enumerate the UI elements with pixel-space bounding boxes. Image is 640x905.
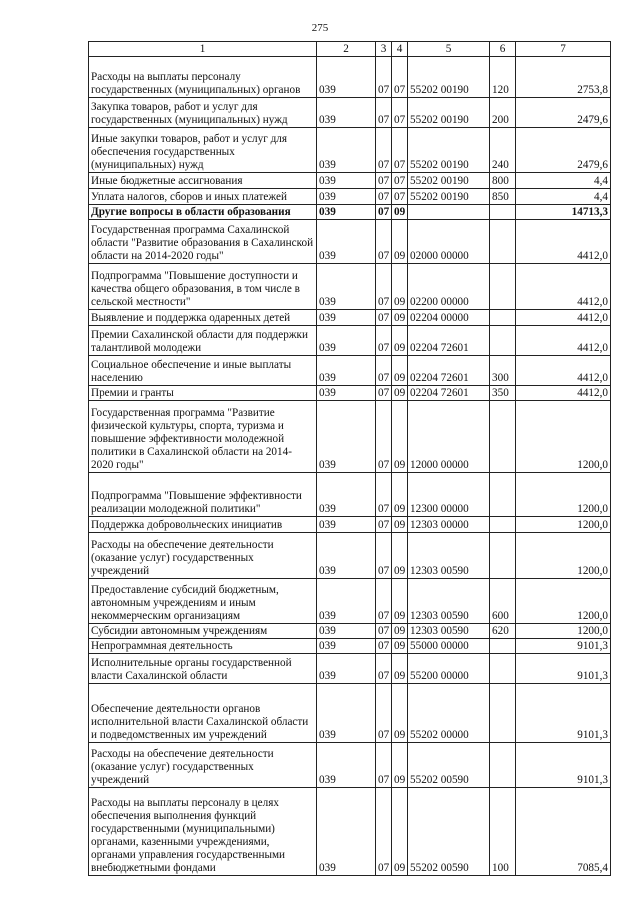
expense-type-cell bbox=[490, 401, 516, 473]
admin-code-cell: 039 bbox=[317, 639, 376, 654]
admin-code-cell: 039 bbox=[317, 533, 376, 579]
expense-type-cell: 100 bbox=[490, 788, 516, 876]
section-cell: 07 bbox=[376, 533, 392, 579]
target-article-cell: 02204 72601 bbox=[408, 386, 490, 401]
amount-cell: 1200,0 bbox=[516, 517, 611, 533]
admin-code-cell: 039 bbox=[317, 386, 376, 401]
target-article-cell: 12303 00590 bbox=[408, 624, 490, 639]
row-name-cell: Иные закупки товаров, работ и услуг для обеспечения государственных (муниципальных) нужд bbox=[89, 128, 317, 173]
table-row bbox=[89, 401, 611, 473]
header-cell: 6 bbox=[490, 42, 516, 57]
section-cell: 07 bbox=[376, 57, 392, 98]
expense-type-cell bbox=[490, 310, 516, 326]
amount-cell: 4412,0 bbox=[516, 326, 611, 356]
row-name-cell: Выявление и поддержка одаренных детей bbox=[89, 310, 317, 326]
row-name-cell: Уплата налогов, сборов и иных платежей bbox=[89, 189, 317, 205]
target-article-cell: 55202 00590 bbox=[408, 788, 490, 876]
target-article-cell: 12303 00000 bbox=[408, 517, 490, 533]
target-article-cell: 12000 00000 bbox=[408, 401, 490, 473]
subsection-cell: 09 bbox=[392, 788, 408, 876]
subsection-cell: 07 bbox=[392, 173, 408, 189]
amount-cell: 1200,0 bbox=[516, 533, 611, 579]
row-name-cell: Государственная программа "Развитие физической культуры, спорта, туризма и повышение эффективности молодежной политики в Сахалинской области на 2014-2020 годы" bbox=[89, 401, 317, 473]
row-name-cell: Расходы на обеспечение деятельности (оказание услуг) государственных учреждений bbox=[89, 743, 317, 788]
expense-type-cell: 620 bbox=[490, 624, 516, 639]
table-row bbox=[89, 189, 611, 205]
subsection-cell: 09 bbox=[392, 264, 408, 310]
amount-cell: 4412,0 bbox=[516, 386, 611, 401]
admin-code-cell: 039 bbox=[317, 189, 376, 205]
header-cell: 5 bbox=[408, 42, 490, 57]
amount-cell: 4,4 bbox=[516, 173, 611, 189]
expense-type-cell bbox=[490, 220, 516, 264]
admin-code-cell: 039 bbox=[317, 579, 376, 624]
target-article-cell: 55202 00590 bbox=[408, 743, 490, 788]
target-article-cell: 02204 72601 bbox=[408, 326, 490, 356]
section-cell: 07 bbox=[376, 205, 392, 220]
table-row bbox=[89, 743, 611, 788]
table-row bbox=[89, 517, 611, 533]
subsection-cell: 09 bbox=[392, 624, 408, 639]
table-row bbox=[89, 326, 611, 356]
target-article-cell: 55200 00000 bbox=[408, 654, 490, 684]
table-body bbox=[89, 57, 611, 876]
admin-code-cell: 039 bbox=[317, 220, 376, 264]
subsection-cell: 09 bbox=[392, 473, 408, 517]
subsection-cell: 09 bbox=[392, 579, 408, 624]
target-article-cell: 12300 00000 bbox=[408, 473, 490, 517]
subsection-cell: 09 bbox=[392, 326, 408, 356]
admin-code-cell: 039 bbox=[317, 684, 376, 743]
row-name-cell: Поддержка добровольческих инициатив bbox=[89, 517, 317, 533]
section-cell: 07 bbox=[376, 743, 392, 788]
expense-type-cell bbox=[490, 264, 516, 310]
subsection-cell: 09 bbox=[392, 310, 408, 326]
row-name-cell: Подпрограмма "Повышение эффективности реализации молодежной политики" bbox=[89, 473, 317, 517]
admin-code-cell: 039 bbox=[317, 654, 376, 684]
section-cell: 07 bbox=[376, 624, 392, 639]
amount-cell: 4412,0 bbox=[516, 220, 611, 264]
table-row bbox=[89, 356, 611, 386]
header-cell: 3 bbox=[376, 42, 392, 57]
row-name-cell: Субсидии автономным учреждениям bbox=[89, 624, 317, 639]
table-header-row bbox=[89, 42, 611, 57]
target-article-cell: 12303 00590 bbox=[408, 579, 490, 624]
target-article-cell: 02000 00000 bbox=[408, 220, 490, 264]
table-row bbox=[89, 579, 611, 624]
table-row bbox=[89, 386, 611, 401]
subsection-cell: 09 bbox=[392, 386, 408, 401]
subsection-cell: 09 bbox=[392, 654, 408, 684]
admin-code-cell: 039 bbox=[317, 743, 376, 788]
target-article-cell: 55202 00190 bbox=[408, 98, 490, 128]
section-cell: 07 bbox=[376, 128, 392, 173]
page-number: 275 bbox=[311, 22, 329, 34]
subsection-cell: 09 bbox=[392, 684, 408, 743]
expense-type-cell bbox=[490, 473, 516, 517]
section-cell: 07 bbox=[376, 173, 392, 189]
row-name-cell: Подпрограмма "Повышение доступности и качества общего образования, в том числе в сельской местности" bbox=[89, 264, 317, 310]
row-name-cell: Обеспечение деятельности органов исполнительной власти Сахалинской области и подведомственных им учреждений bbox=[89, 684, 317, 743]
admin-code-cell: 039 bbox=[317, 173, 376, 189]
amount-cell: 1200,0 bbox=[516, 473, 611, 517]
target-article-cell: 55202 00000 bbox=[408, 684, 490, 743]
table-row bbox=[89, 220, 611, 264]
amount-cell: 4,4 bbox=[516, 189, 611, 205]
target-article-cell: 55202 00190 bbox=[408, 189, 490, 205]
expense-type-cell: 850 bbox=[490, 189, 516, 205]
amount-cell: 14713,3 bbox=[516, 205, 611, 220]
subsection-cell: 07 bbox=[392, 57, 408, 98]
amount-cell: 1200,0 bbox=[516, 624, 611, 639]
expense-type-cell: 240 bbox=[490, 128, 516, 173]
target-article-cell: 55202 00190 bbox=[408, 57, 490, 98]
section-cell: 07 bbox=[376, 517, 392, 533]
table-row bbox=[89, 788, 611, 876]
header-cell: 7 bbox=[516, 42, 611, 57]
row-name-cell: Расходы на обеспечение деятельности (оказание услуг) государственных учреждений bbox=[89, 533, 317, 579]
target-article-cell: 02204 00000 bbox=[408, 310, 490, 326]
admin-code-cell: 039 bbox=[317, 401, 376, 473]
row-name-cell: Непрограммная деятельность bbox=[89, 639, 317, 654]
expense-type-cell bbox=[490, 326, 516, 356]
subsection-cell: 07 bbox=[392, 128, 408, 173]
subsection-cell: 07 bbox=[392, 189, 408, 205]
table-row bbox=[89, 684, 611, 743]
section-cell: 07 bbox=[376, 654, 392, 684]
row-name-cell: Премии и гранты bbox=[89, 386, 317, 401]
section-cell: 07 bbox=[376, 579, 392, 624]
section-cell: 07 bbox=[376, 264, 392, 310]
expense-type-cell: 800 bbox=[490, 173, 516, 189]
expense-type-cell bbox=[490, 684, 516, 743]
row-name-cell: Социальное обеспечение и иные выплаты населению bbox=[89, 356, 317, 386]
target-article-cell: 55202 00190 bbox=[408, 173, 490, 189]
subsection-cell: 09 bbox=[392, 401, 408, 473]
row-name-cell: Исполнительные органы государственной власти Сахалинской области bbox=[89, 654, 317, 684]
admin-code-cell: 039 bbox=[317, 517, 376, 533]
table-row bbox=[89, 654, 611, 684]
admin-code-cell: 039 bbox=[317, 473, 376, 517]
admin-code-cell: 039 bbox=[317, 98, 376, 128]
section-cell: 07 bbox=[376, 98, 392, 128]
table-row bbox=[89, 639, 611, 654]
admin-code-cell: 039 bbox=[317, 264, 376, 310]
header-cell: 2 bbox=[317, 42, 376, 57]
amount-cell: 2753,8 bbox=[516, 57, 611, 98]
section-cell: 07 bbox=[376, 473, 392, 517]
row-name-cell: Расходы на выплаты персоналу государственных (муниципальных) органов bbox=[89, 57, 317, 98]
admin-code-cell: 039 bbox=[317, 326, 376, 356]
amount-cell: 9101,3 bbox=[516, 743, 611, 788]
row-name-cell: Закупка товаров, работ и услуг для государственных (муниципальных) нужд bbox=[89, 98, 317, 128]
admin-code-cell: 039 bbox=[317, 624, 376, 639]
row-name-cell: Другие вопросы в области образования bbox=[89, 205, 317, 220]
table-row bbox=[89, 57, 611, 98]
amount-cell: 9101,3 bbox=[516, 639, 611, 654]
target-article-cell: 55202 00190 bbox=[408, 128, 490, 173]
amount-cell: 7085,4 bbox=[516, 788, 611, 876]
section-cell: 07 bbox=[376, 220, 392, 264]
row-name-cell: Иные бюджетные ассигнования bbox=[89, 173, 317, 189]
table-row bbox=[89, 310, 611, 326]
target-article-cell bbox=[408, 205, 490, 220]
subsection-cell: 09 bbox=[392, 639, 408, 654]
target-article-cell: 55000 00000 bbox=[408, 639, 490, 654]
target-article-cell: 02200 00000 bbox=[408, 264, 490, 310]
expense-type-cell bbox=[490, 533, 516, 579]
amount-cell: 4412,0 bbox=[516, 356, 611, 386]
table-row bbox=[89, 624, 611, 639]
admin-code-cell: 039 bbox=[317, 310, 376, 326]
subsection-cell: 09 bbox=[392, 205, 408, 220]
expense-type-cell bbox=[490, 639, 516, 654]
amount-cell: 2479,6 bbox=[516, 128, 611, 173]
section-cell: 07 bbox=[376, 684, 392, 743]
table-row bbox=[89, 264, 611, 310]
expense-type-cell: 300 bbox=[490, 356, 516, 386]
section-cell: 07 bbox=[376, 639, 392, 654]
table-row bbox=[89, 98, 611, 128]
table-row bbox=[89, 173, 611, 189]
row-name-cell: Предоставление субсидий бюджетным, автономным учреждениям и иным некоммерческим организациям bbox=[89, 579, 317, 624]
subsection-cell: 09 bbox=[392, 220, 408, 264]
amount-cell: 9101,3 bbox=[516, 654, 611, 684]
row-name-cell: Премии Сахалинской области для поддержки талантливой молодежи bbox=[89, 326, 317, 356]
budget-table bbox=[88, 41, 611, 876]
row-name-cell: Государственная программа Сахалинской области "Развитие образования в Сахалинской области на 2014-2020 годы" bbox=[89, 220, 317, 264]
header-cell: 4 bbox=[392, 42, 408, 57]
expense-type-cell bbox=[490, 205, 516, 220]
admin-code-cell: 039 bbox=[317, 128, 376, 173]
section-cell: 07 bbox=[376, 356, 392, 386]
table-row bbox=[89, 533, 611, 579]
expense-type-cell bbox=[490, 517, 516, 533]
table-row bbox=[89, 205, 611, 220]
amount-cell: 4412,0 bbox=[516, 264, 611, 310]
expense-type-cell: 350 bbox=[490, 386, 516, 401]
amount-cell: 1200,0 bbox=[516, 579, 611, 624]
section-cell: 07 bbox=[376, 326, 392, 356]
section-cell: 07 bbox=[376, 401, 392, 473]
section-cell: 07 bbox=[376, 788, 392, 876]
section-cell: 07 bbox=[376, 386, 392, 401]
amount-cell: 9101,3 bbox=[516, 684, 611, 743]
section-cell: 07 bbox=[376, 310, 392, 326]
subsection-cell: 09 bbox=[392, 356, 408, 386]
admin-code-cell: 039 bbox=[317, 57, 376, 98]
amount-cell: 2479,6 bbox=[516, 98, 611, 128]
admin-code-cell: 039 bbox=[317, 205, 376, 220]
table-row bbox=[89, 128, 611, 173]
subsection-cell: 09 bbox=[392, 533, 408, 579]
admin-code-cell: 039 bbox=[317, 788, 376, 876]
table-row bbox=[89, 473, 611, 517]
expense-type-cell: 200 bbox=[490, 98, 516, 128]
expense-type-cell bbox=[490, 654, 516, 684]
amount-cell: 1200,0 bbox=[516, 401, 611, 473]
expense-type-cell bbox=[490, 743, 516, 788]
subsection-cell: 09 bbox=[392, 743, 408, 788]
admin-code-cell: 039 bbox=[317, 356, 376, 386]
header-cell: 1 bbox=[89, 42, 317, 57]
subsection-cell: 09 bbox=[392, 517, 408, 533]
target-article-cell: 02204 72601 bbox=[408, 356, 490, 386]
subsection-cell: 07 bbox=[392, 98, 408, 128]
expense-type-cell: 600 bbox=[490, 579, 516, 624]
target-article-cell: 12303 00590 bbox=[408, 533, 490, 579]
amount-cell: 4412,0 bbox=[516, 310, 611, 326]
section-cell: 07 bbox=[376, 189, 392, 205]
expense-type-cell: 120 bbox=[490, 57, 516, 98]
row-name-cell: Расходы на выплаты персоналу в целях обеспечения выполнения функций государственными (муниципальными) органами, казенными учреждениями, органами управления государственными внебюджетными фондами bbox=[89, 788, 317, 876]
